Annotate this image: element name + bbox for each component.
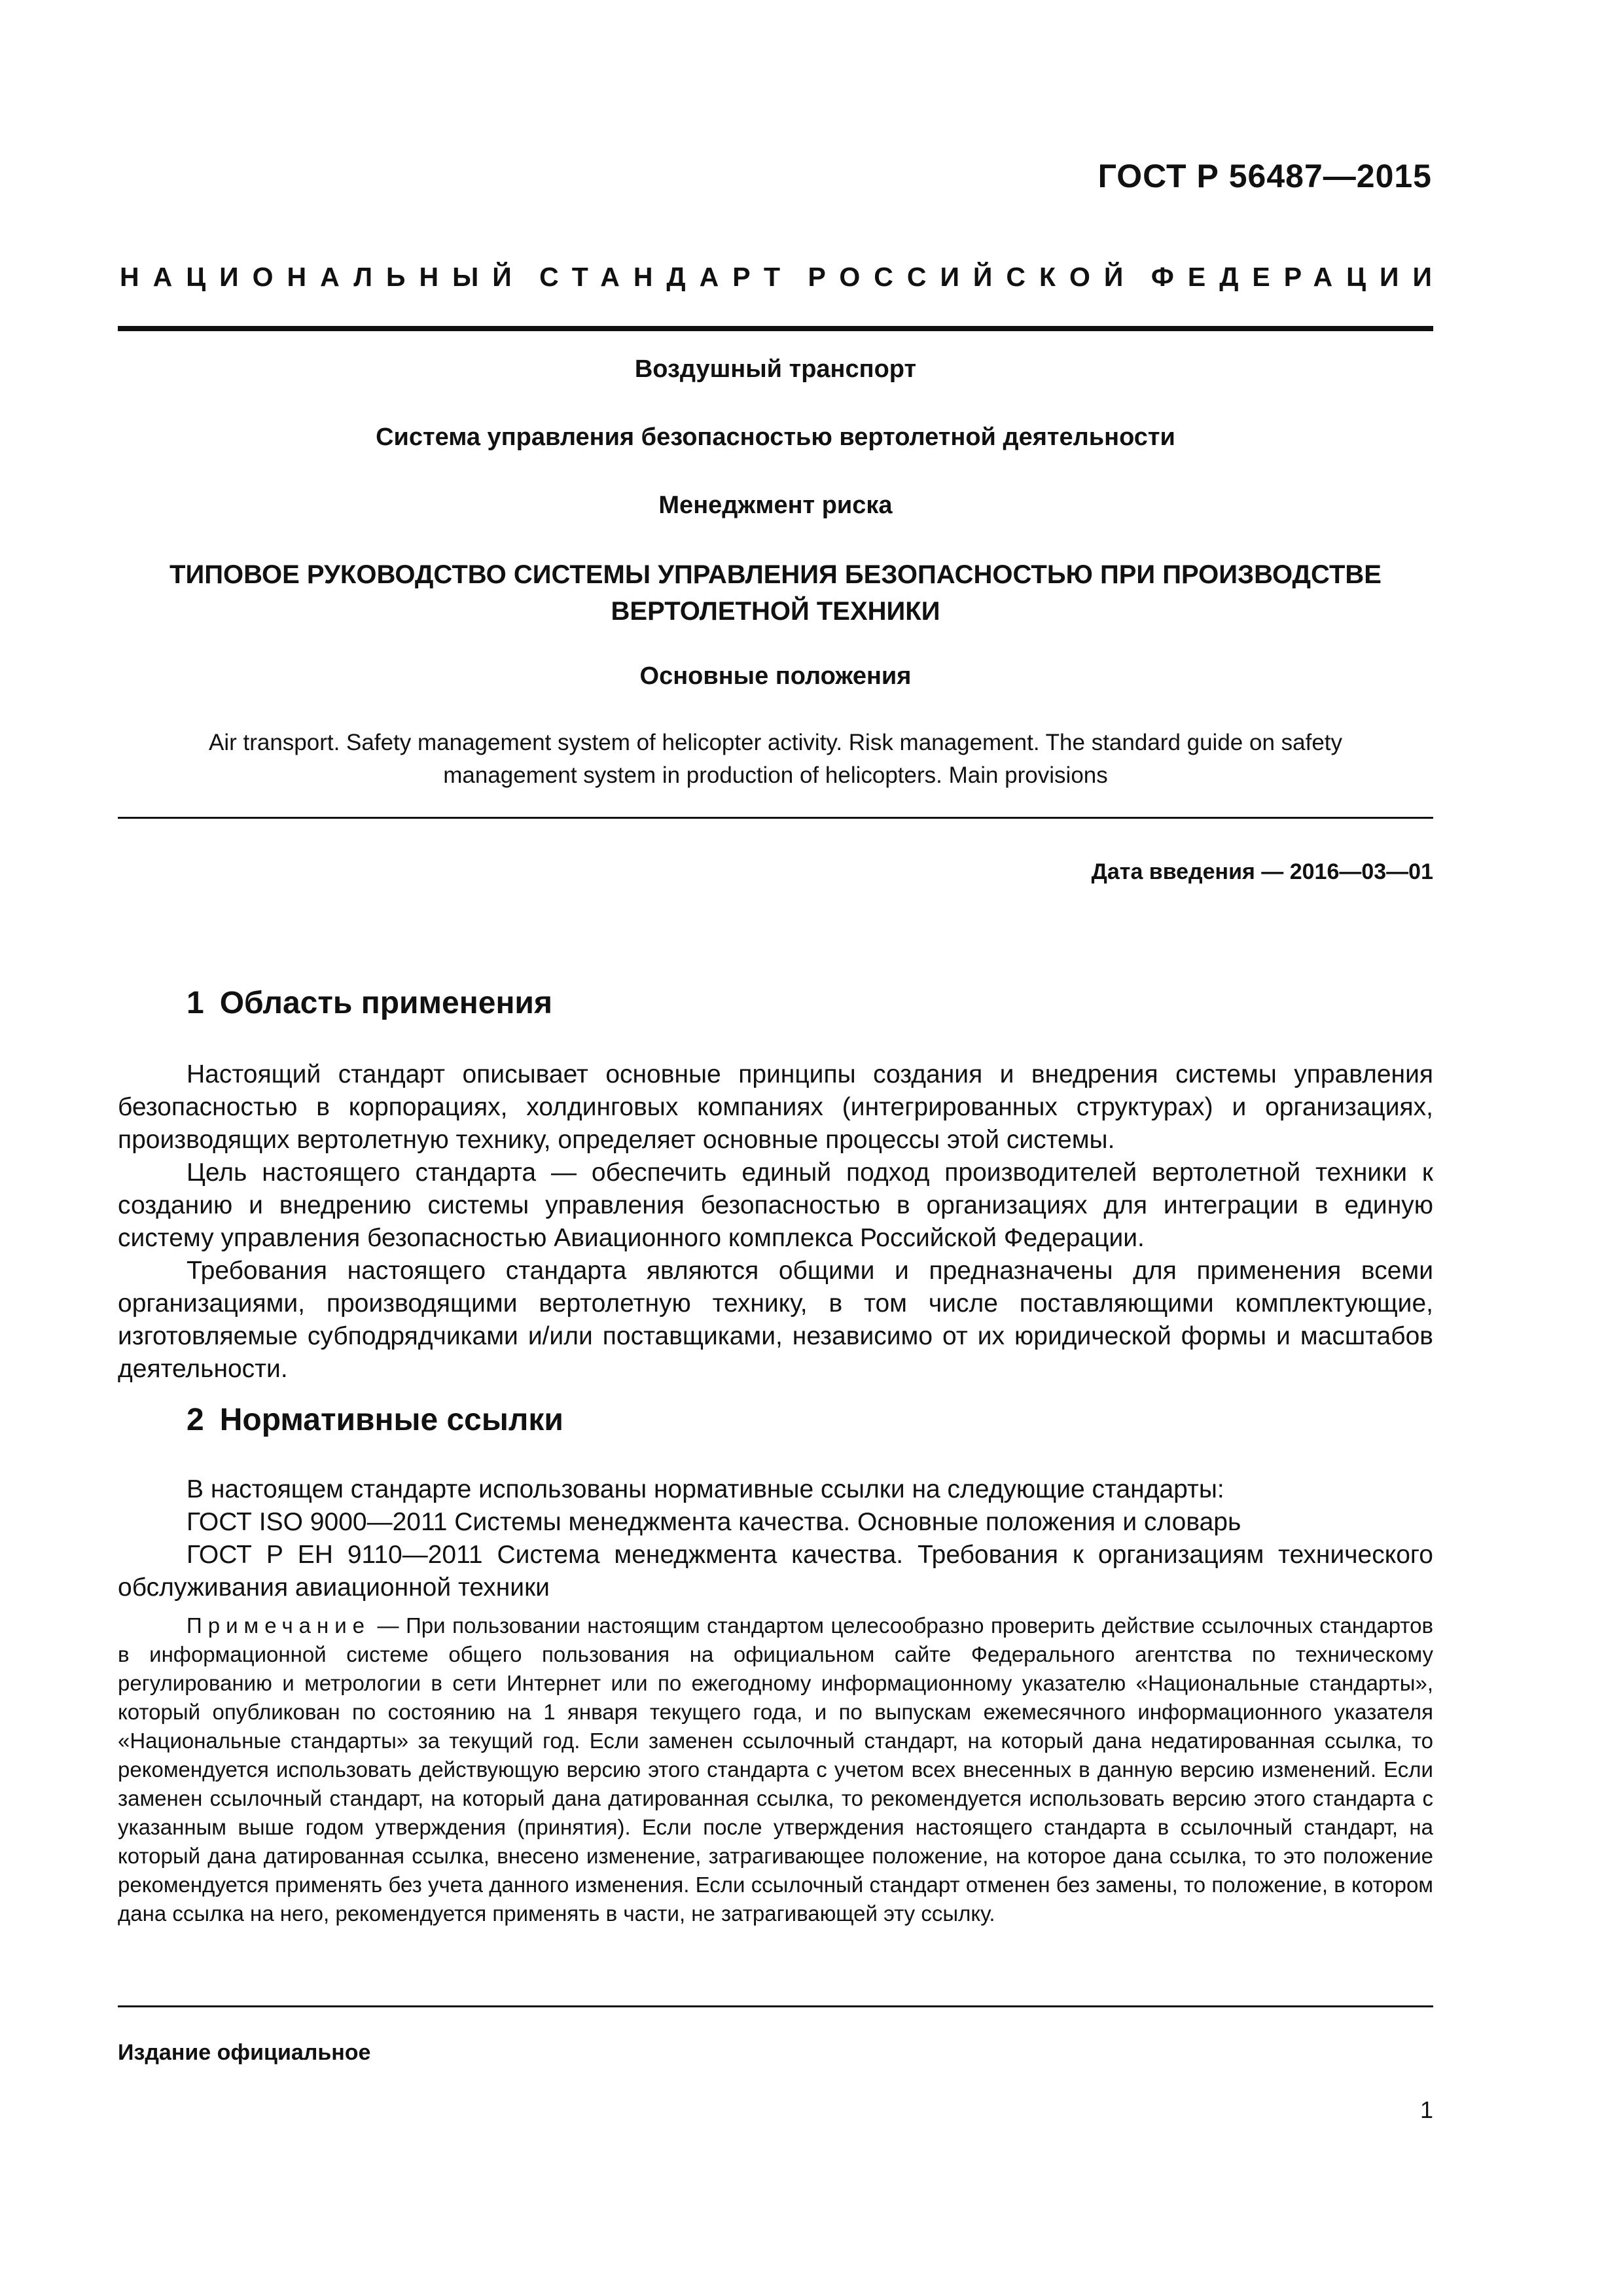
introduction-date: Дата введения — 2016—03—01 xyxy=(1091,859,1433,884)
paragraph: Цель настоящего стандарта — обеспечить единый подход производителей вертолетной техники к созданию и внедрению системы управления безопасностью в организациях для интеграции в единую систему управления безопасностью Авиационного комплекса Российской Федерации. xyxy=(118,1158,1433,1252)
heading-word: НАЦИОНАЛЬНЫЙ xyxy=(120,262,526,292)
section-2-body xyxy=(118,1473,1433,1604)
section-number: 2 xyxy=(187,1403,204,1437)
title-safety-system: Система управления безопасностью вертолетной деятельности xyxy=(376,423,1175,451)
note-text: — При пользовании настоящим стандартом целесообразно проверить действие ссылочных стандартов в информационной системе общего пользования на официальном сайте Федерального агентства по техническому регулированию и метрологии в сети Интернет или по ежегодному информационному указателю «Национальные стандарты», который опубликован по состоянию на 1 января текущего года, и по выпускам ежемесячного информационного указателя «Национальные стандарты» за текущий год. Если заменен ссылочный стандарт, на который дана недатированная ссылка, то рекомендуется использовать действующую версию этого стандарта с учетом всех внесенных в данную версию изменений. Если заменен ссылочный стандарт, на который дана датированная ссылка, то рекомендуется использовать версию этого стандарта с указанным выше годом утверждения (принятия). Если после утверждения настоящего стандарта в ссылочный стандарт, на который дана датированная ссылка, внесено изменение, затрагивающее положение, на которое дана ссылка, то это положение рекомендуется применять без учета данного изменения. Если ссылочный стандарт отменен без замены, то положение, в котором дана ссылка на него, рекомендуется применять в части, не затрагивающей эту ссылку. xyxy=(118,1613,1433,1926)
paragraph: В настоящем стандарте использованы нормативные ссылки на следующие стандарты: xyxy=(187,1475,1224,1503)
main-title-line: ТИПОВОЕ РУКОВОДСТВО СИСТЕМЫ УПРАВЛЕНИЯ БЕЗОПАСНОСТЬЮ ПРИ ПРОИЗВОДСТВЕ xyxy=(169,560,1382,589)
heading-word: СТАНДАРТ xyxy=(539,262,794,292)
title-main-provisions: Основные положения xyxy=(639,662,912,690)
reference: ГОСТ Р ЕН 9110—2011 Система менеджмента качества. Требования к организациям технического обслуживания авиационной техники xyxy=(118,1541,1433,1602)
page-number: 1 xyxy=(1419,2096,1433,2123)
section-1-heading xyxy=(187,985,552,1021)
reference: ГОСТ ISO 9000—2011 Системы менеджмента качества. Основные положения и словарь xyxy=(187,1508,1241,1536)
paragraph: Настоящий стандарт описывает основные принципы создания и внедрения системы управления безопасностью в корпорациях, холдинговых компаниях (интегрированных структурах) и организациях, производящих вертолетную технику, определяет основные процессы этой системы. xyxy=(118,1060,1433,1154)
section-2-heading xyxy=(187,1402,563,1438)
main-title-line: ВЕРТОЛЕТНОЙ ТЕХНИКИ xyxy=(611,597,940,626)
main-title xyxy=(118,556,1433,630)
english-title-line: Air transport. Safety management system of helicopter activity. Risk management. The standard guide on safety xyxy=(208,730,1343,755)
national-standard-heading xyxy=(120,262,1446,293)
note-paragraph xyxy=(118,1611,1433,1928)
heading-word: РОССИЙСКОЙ xyxy=(808,262,1137,292)
footer-rule xyxy=(118,2005,1433,2007)
official-edition: Издание официальное xyxy=(118,2040,371,2065)
standard-designation: ГОСТ Р 56487—2015 xyxy=(1097,158,1432,194)
section-number: 1 xyxy=(187,986,204,1020)
section-title: Нормативные ссылки xyxy=(219,1403,563,1437)
title-risk-management: Менеджмент риска xyxy=(658,492,893,519)
heading-word: ФЕДЕРАЦИИ xyxy=(1150,262,1446,292)
title-rule xyxy=(118,817,1433,819)
note-lead: Примечание xyxy=(187,1613,371,1638)
paragraph: Требования настоящего стандарта являются общими и предназначены для применения всеми организациями, производящими вертолетную технику, в том числе поставляющими комплектующие, изготовляемые субподрядчиками и/или поставщиками, независимо от их юридической формы и масштабов деятельности. xyxy=(118,1257,1433,1383)
english-title xyxy=(170,726,1381,792)
title-air-transport: Воздушный транспорт xyxy=(634,355,917,383)
section-title: Область применения xyxy=(219,986,552,1020)
section-1-body xyxy=(118,1058,1433,1386)
header-rule xyxy=(118,326,1433,331)
note xyxy=(118,1611,1433,1928)
english-title-line: management system in production of helicopters. Main provisions xyxy=(443,762,1108,788)
